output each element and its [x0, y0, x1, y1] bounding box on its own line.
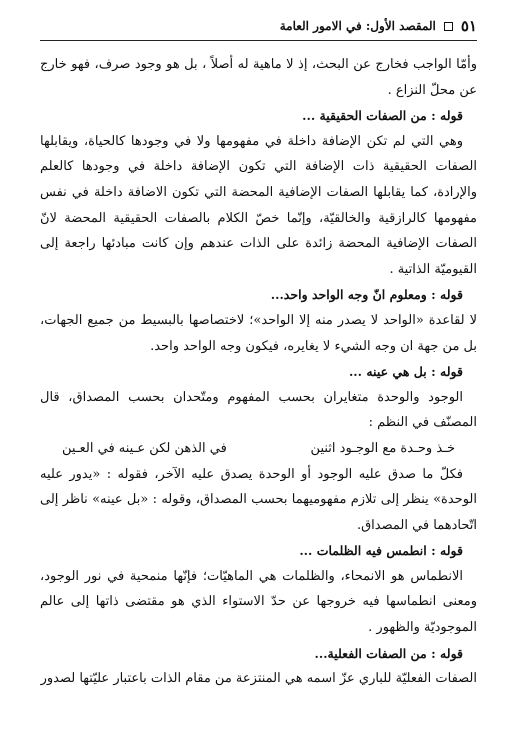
paragraph: الوجود والوحدة متغايران بحسب المفهوم ومتّحدان بحسب المصداق، قال المصنّف في النظم : — [40, 389, 477, 431]
paragraph: الصفات الفعليّة للباري عزّ اسمه هي المنتزعة من مقام الذات باعتبار عليّتها لصدور — [40, 671, 477, 687]
paragraph: وهي التي لم تكن الإضافة داخلة في مفهومها ولا في وجودها كالحياة، ويقابلها الصفات الحقيقية ذات الإضافة التي تكون الإضافة داخلة في وجودها كالعلم والإرادة، كما يقابلها الصفات الإضافية المحضة التي تكون الاضافة داخلة في نفس مفهومها كالرازقية والخالقيّة، وإنّما خصّ الكلام بالصفات الحقيقية المحضة لانّ الصفات الإضافية المحضة زائدة على الذات عندهم وإن كانت مبادئها راجعة إلى القيوميّة الذاتية . — [40, 133, 477, 277]
page-header — [40, 12, 477, 41]
section-heading: قوله : ومعلوم انّ وجه الواحد واحد... — [270, 287, 463, 303]
section-heading: قوله : انطمس فيه الظلمات ... — [299, 543, 463, 559]
section-heading: قوله : من الصفات الفعلية... — [314, 645, 463, 661]
paragraph: لا لقاعدة «الواحد لا يصدر منه إلا الواحد»؛ لاختصاصها بالبسيط من جميع الجهات، بل من جهة ان وجه الشيء لا يغايره، فيكون وجه الواحد واحد. — [40, 312, 477, 354]
section-heading: قوله : من الصفات الحقيقية ... — [302, 108, 463, 124]
section-heading: قوله : بل هي عينه ... — [348, 364, 463, 380]
square-separator-icon — [444, 22, 453, 31]
paragraph: فكلّ ما صدق عليه الوجود أو الوحدة يصدق عليه الآخر، فقوله : «يدور عليه الوحدة» ينظر إلى تلازم مفهوميهما بحسب المصداق، وقوله : «بل عينه» ناظر إلى اتّحادهما في المصداق. — [40, 466, 477, 533]
poem-verse — [40, 436, 477, 462]
page-body — [40, 52, 477, 717]
paragraph: وأمّا الواجب فخارج عن البحث، إذ لا ماهية له أصلاً ، بل هو وجود صرف، فهو خارج عن محلّ النزاع . — [40, 57, 477, 98]
running-title: المقصد الأول: في الامور العامة — [279, 19, 436, 33]
verse-second-hemistich: في الذهن لكن عـينه في العـين — [62, 440, 227, 456]
page-number: ٥١ — [460, 17, 477, 35]
paragraph: الانطماس هو الانمحاء، والظلمات هي الماهيّات؛ فإنّها منمحية في نور الوجود، ومعنى انطماسها فيه خروجها عن حدّ الاستواء الذي هو مقتضى ذاتها إلى عالم الموجوديّة والظهور . — [40, 568, 477, 636]
verse-first-hemistich: خـذ وحـدة مع الوجـود اثنين — [310, 440, 455, 456]
